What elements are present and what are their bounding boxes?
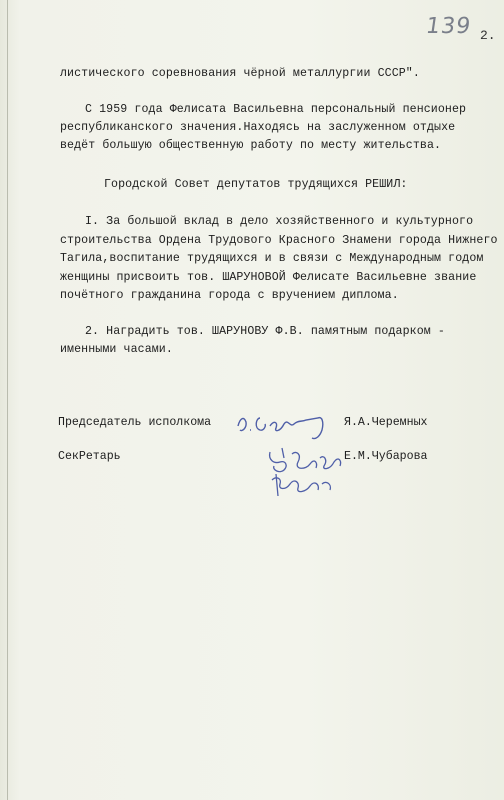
- body-line: строительства Ордена Трудового Красного Знамени города Нижнего: [60, 234, 498, 247]
- body-line: республиканского значения.Находясь на заслуженном отдыхе: [60, 121, 456, 134]
- page-number: 2.: [480, 28, 496, 43]
- body-line: I. За большой вклад в дело хозяйственного и культурного: [85, 215, 474, 228]
- body-line: именными часами.: [60, 343, 173, 356]
- archive-number: 139: [424, 14, 473, 39]
- body-line: почётного гражданина города с вручением диплома.: [60, 289, 399, 302]
- body-line: ведёт большую общественную работу по месту жительства.: [60, 139, 442, 152]
- secretary-title: СекРетарь: [58, 450, 121, 463]
- body-line: 2. Наградить тов. ШАРУНОВУ Ф.В. памятным подарком -: [85, 325, 445, 338]
- body-line: Тагила,воспитание трудящихся и в связи с Международным годом: [60, 252, 484, 265]
- secretary-name: Е.М.Чубарова: [344, 450, 428, 463]
- body-line: листического соревнования чёрной металлургии СССР".: [60, 67, 420, 80]
- decision-heading: Городской Совет депутатов трудящихся РЕШИЛ:: [104, 178, 408, 191]
- chair-signature: [232, 404, 332, 444]
- chair-name: Я.А.Черемных: [344, 416, 428, 429]
- body-line: женщины присвоить тов. ШАРУНОВОЙ Фелисате Васильевне звание: [60, 271, 477, 284]
- binding-line: [7, 0, 8, 800]
- chair-title: Председатель исполкома: [58, 416, 212, 429]
- secretary-signature: [262, 440, 352, 502]
- body-line: С 1959 года Фелисата Васильевна персональный пенсионер: [85, 103, 467, 116]
